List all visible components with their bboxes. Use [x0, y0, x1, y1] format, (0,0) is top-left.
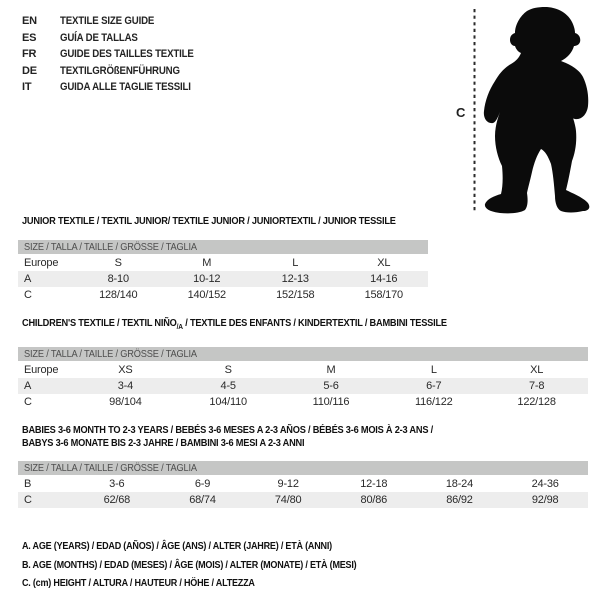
section-title-line — [22, 437, 520, 450]
title-text: BABYS 3-6 MONATE BIS 2-3 JAHRE / BAMBINI 3-6 MESI A 2-3 ANNI — [22, 437, 305, 449]
size-value: 68/74 — [189, 494, 216, 506]
language-title: TEXTILGRÖßENFÜHRUNG — [60, 64, 180, 77]
size-value: 128/140 — [99, 289, 138, 301]
size-value: 3-4 — [117, 380, 134, 393]
size-value: 104/110 — [209, 396, 247, 409]
language-row — [22, 46, 212, 63]
size-value: 74/80 — [274, 494, 302, 506]
language-title: GUIDE DES TAILLES TEXTILE — [60, 48, 194, 61]
title-text: JUNIOR TEXTILE / TEXTIL JUNIOR/ TEXTILE JUNIOR / JUNIORTEXTIL / JUNIOR TESSILE — [22, 215, 396, 227]
footnotes — [22, 537, 411, 593]
size-value: L — [430, 364, 437, 377]
size-value: 116/122 — [415, 396, 453, 409]
size-value: 10-12 — [193, 273, 221, 285]
size-value: 24-36 — [531, 478, 559, 490]
language-code: ES — [22, 31, 37, 44]
size-table — [18, 476, 588, 508]
language-row — [22, 30, 212, 47]
row-label: C — [24, 396, 32, 409]
size-value: 158/170 — [364, 289, 403, 301]
size-value: 98/104 — [109, 396, 142, 409]
language-title: GUIDA ALLE TAGLIE TESSILI — [60, 81, 191, 94]
size-value: 4-5 — [220, 380, 236, 393]
size-value: M — [202, 257, 212, 269]
size-value: 3-6 — [109, 478, 125, 490]
size-value: 122/128 — [517, 396, 556, 409]
section-title-line — [22, 424, 520, 437]
size-row-c — [18, 394, 588, 410]
size-section-junior — [18, 215, 428, 303]
row-label: A — [24, 273, 32, 285]
baby-height-figure — [452, 0, 600, 222]
size-value: 62/68 — [103, 494, 131, 506]
size-value: XL — [530, 364, 544, 377]
footnote-line: C. (cm) HEIGHT / ALTURA / HAUTEUR / HÖHE / ALTEZZA — [22, 577, 255, 589]
section-title — [22, 215, 428, 228]
size-value: 14-16 — [370, 273, 398, 285]
size-value: S — [114, 257, 122, 269]
size-row-a — [18, 271, 428, 287]
size-value: 80/86 — [360, 494, 388, 506]
language-row — [22, 63, 212, 80]
size-value: 12-18 — [360, 478, 388, 490]
size-value: S — [224, 364, 232, 377]
size-header-label: SIZE / TALLA / TAILLE / GRÖSSE / TAGLIA — [24, 462, 197, 474]
language-code: FR — [22, 48, 37, 61]
language-code: EN — [22, 15, 37, 28]
row-label: Europe — [24, 364, 59, 377]
language-list — [22, 13, 212, 96]
size-value: 6-9 — [194, 478, 211, 490]
language-row — [22, 79, 212, 96]
language-code: DE — [22, 64, 37, 77]
size-header-bar — [18, 347, 588, 361]
size-value: 12-13 — [281, 273, 309, 285]
footnote-line: B. AGE (MONTHS) / EDAD (MESES) / ÂGE (MOIS) / ALTER (MONATE) / ETÀ (MESI) — [22, 558, 357, 571]
title-subscript: /A — [176, 322, 183, 332]
size-value: L — [292, 257, 299, 269]
size-value: 7-8 — [528, 380, 545, 393]
size-value: XL — [377, 257, 391, 269]
size-table — [18, 362, 588, 410]
size-row-a — [18, 378, 588, 394]
size-value: 152/158 — [276, 289, 315, 301]
size-value: 8-10 — [107, 273, 129, 285]
size-table — [18, 255, 428, 303]
footnote-line: A. AGE (YEARS) / EDAD (AÑOS) / ÂGE (ANS) / ALTER (JAHRE) / ETÀ (ANNI) — [22, 540, 332, 552]
size-value: 92/98 — [531, 494, 559, 506]
section-title-line — [22, 317, 520, 333]
row-label: C — [24, 494, 32, 506]
row-label: Europe — [24, 257, 59, 269]
size-value: 6-7 — [426, 380, 442, 393]
section-title-line — [22, 215, 396, 228]
size-header-bar — [18, 461, 588, 475]
size-value: 140/152 — [187, 289, 226, 301]
section-title — [22, 424, 588, 450]
size-header-label: SIZE / TALLA / TAILLE / GRÖSSE / TAGLIA — [24, 241, 197, 253]
height-measure-label: C — [456, 105, 466, 120]
title-text: BABIES 3-6 MONTH TO 2-3 YEARS / BEBÉS 3-6 MESES A 2-3 AÑOS / BÉBÉS 3-6 MOIS À 2-3 ANS / — [22, 424, 433, 436]
section-title — [22, 317, 588, 333]
size-value: 18-24 — [445, 478, 474, 490]
size-value: 86/92 — [446, 494, 473, 506]
size-row-c — [18, 287, 428, 303]
baby-silhouette — [484, 7, 589, 213]
row-label: B — [24, 478, 32, 490]
size-value: 9-12 — [277, 478, 299, 490]
row-label: C — [24, 289, 32, 301]
size-header-label: SIZE / TALLA / TAILLE / GRÖSSE / TAGLIA — [24, 348, 197, 361]
size-row-europe — [18, 362, 588, 378]
size-value: M — [326, 364, 336, 377]
baby-silhouette-graphic — [470, 0, 600, 222]
language-row — [22, 13, 212, 30]
size-value: 5-6 — [323, 380, 339, 393]
size-value: XS — [118, 364, 133, 377]
size-row-c — [18, 492, 588, 508]
title-text: / TEXTILE DES ENFANTS / KINDERTEXTIL / BAMBINI TESSILE — [182, 317, 447, 329]
size-row-europe — [18, 255, 428, 271]
size-header-bar — [18, 240, 428, 254]
language-code: IT — [22, 81, 32, 94]
title-text: CHILDREN'S TEXTILE / TEXTIL NIÑO — [22, 317, 177, 329]
row-label: A — [24, 380, 32, 393]
size-section-babies — [18, 424, 588, 508]
size-value: 110/116 — [312, 396, 350, 409]
language-title: GUÍA DE TALLAS — [60, 31, 138, 44]
size-section-children — [18, 317, 588, 410]
language-title: TEXTILE SIZE GUIDE — [60, 15, 155, 28]
size-row-b — [18, 476, 588, 492]
